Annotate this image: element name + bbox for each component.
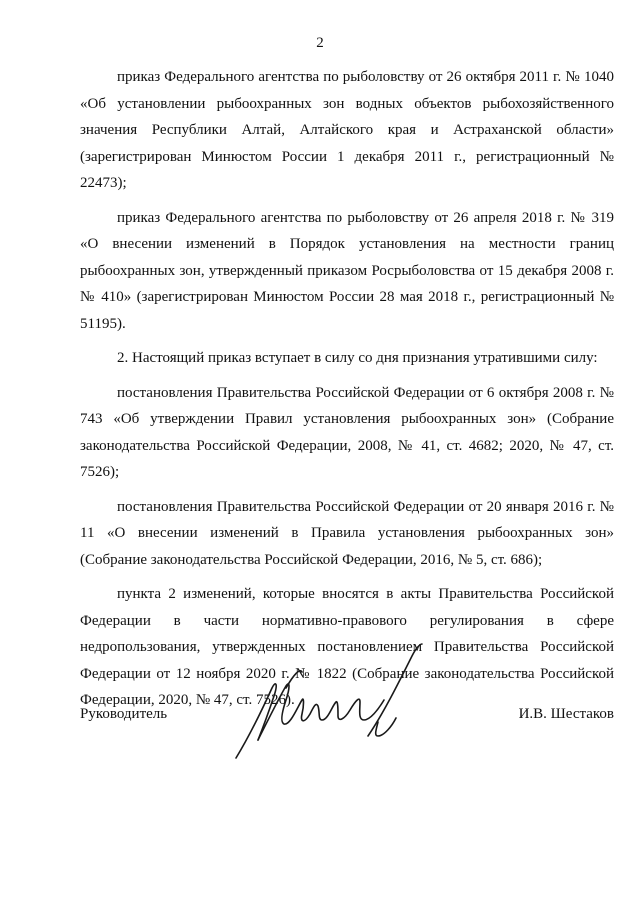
paragraph-item-2-changes: пункта 2 изменений, которые вносятся в акты Правительства Российской Федерации в части нормативно-правового регулирования в сфере недропользования, утвержденных постановлением Правительства Российской Федерации от 12 ноября 2020 г. № 1822 (Собрание законодательства Российской Федерации, 2020, № 47, ст. 7526). — [80, 586, 614, 708]
signer-name: И.В. Шестаков — [518, 706, 614, 722]
handwritten-signature — [228, 640, 428, 760]
paragraph-order-2018: приказ Федерального агентства по рыболовству от 26 апреля 2018 г. № 319 «О внесении изменений в Порядок установления на местности границ рыбоохранных зон, утвержденный приказом Росрыболовства от 15 декабря 2008 г. № 410» (зарегистрирован Минюстом России 28 мая 2018 г., регистрационный № 51195). — [80, 209, 614, 332]
paragraph-clause-2: 2. Настоящий приказ вступает в силу со дня признания утратившими силу: — [117, 350, 598, 366]
paragraph-order-2011: приказ Федерального агентства по рыболовству от 26 октября 2011 г. № 1040 «Об установлении рыбоохранных зон водных объектов рыбохозяйственного значения Республики Алтай, Алтайского края и Астраханской области» (зарегистрирован Минюстом России 1 декабря 2011 г., регистрационный № 22473); — [80, 69, 614, 191]
signer-title: Руководитель — [80, 706, 168, 722]
document-body — [80, 64, 614, 722]
page-number: 2 — [316, 35, 324, 51]
paragraph-resolution-2016: постановления Правительства Российской Федерации от 20 января 2016 г. № 11 «О внесении изменений в Правила установления рыбоохранных зон» (Собрание законодательства Российской Федерации, 2016, № 5, ст. 686); — [80, 498, 614, 568]
paragraph-resolution-2008: постановления Правительства Российской Федерации от 6 октября 2008 г. № 743 «Об утверждении Правил установления рыбоохранных зон» (Собрание законодательства Российской Федерации, 2008, № 41, ст. 4682; 2020, № 47, ст. 7526); — [80, 384, 614, 480]
